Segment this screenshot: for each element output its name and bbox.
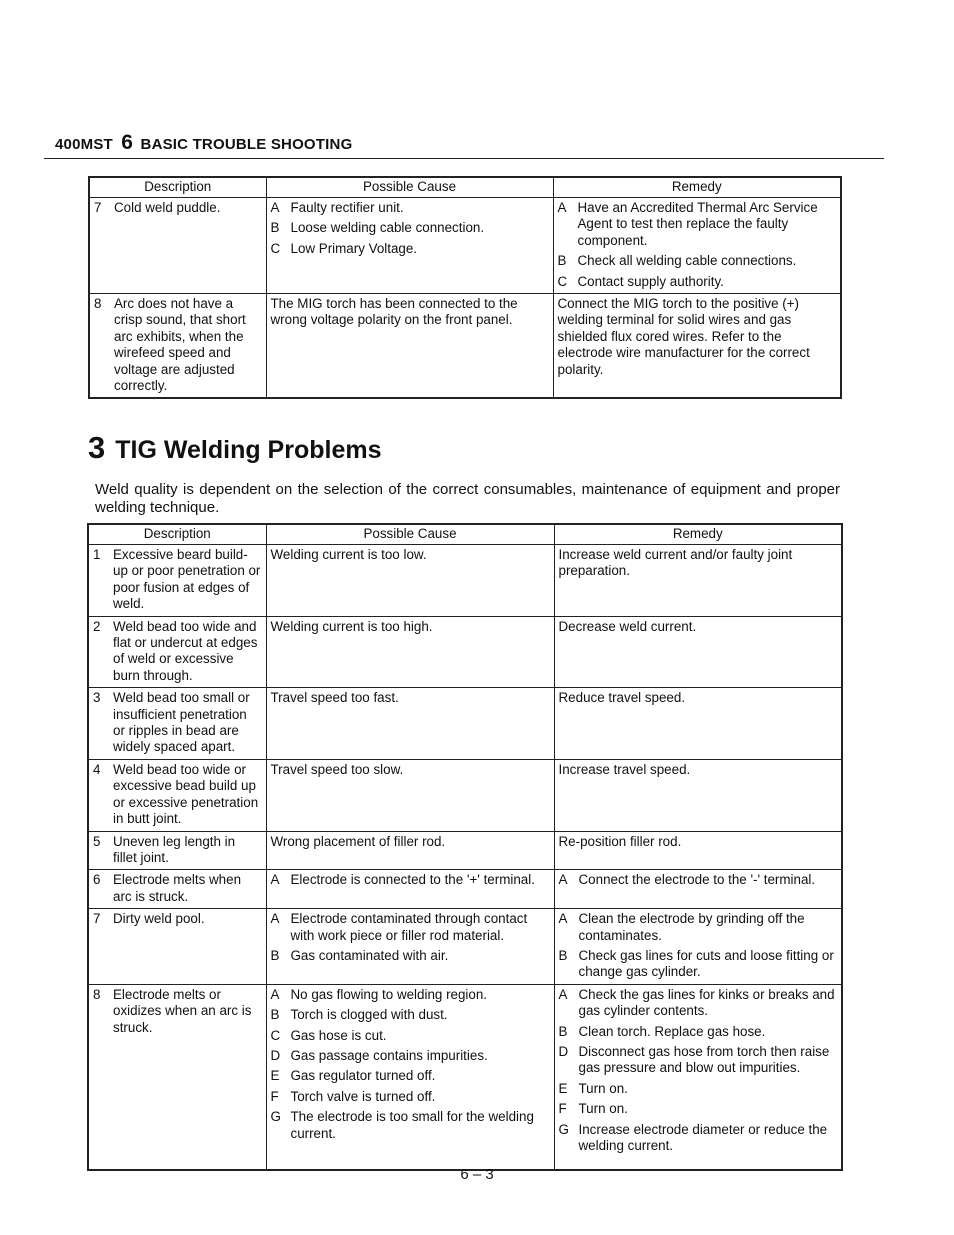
cause-cell	[266, 759, 554, 831]
table-row	[88, 909, 842, 985]
table-row	[88, 545, 842, 617]
item-letter: G	[270, 1109, 281, 1125]
item-text: Low Primary Voltage.	[290, 240, 418, 256]
cause-cell	[266, 545, 554, 617]
item-letter: A	[558, 872, 568, 888]
description-text: Weld bead too small or insufficient penetration or ripples in bead are widely spaced apart.	[113, 690, 250, 755]
cause-text: Welding current is too low.	[270, 547, 427, 562]
remedy-cell	[553, 198, 841, 294]
col-possible-cause: Possible Cause	[266, 524, 554, 545]
cause-text: Wrong placement of filler rod.	[270, 833, 446, 849]
cause-item	[271, 872, 550, 888]
description-text: Dirty weld pool.	[113, 911, 205, 927]
cause-item	[271, 1068, 550, 1084]
remedy-item	[559, 872, 838, 888]
description-text: Weld bead too wide and flat or undercut at edges of weld or excessive burn through.	[113, 618, 258, 683]
row-number: 6	[93, 872, 101, 888]
model-name: 400MST	[55, 136, 113, 153]
item-letter: C	[270, 240, 281, 256]
description-cell	[88, 909, 266, 985]
item-text: Increase electrode diameter or reduce the welding current.	[578, 1121, 828, 1153]
table-row	[88, 984, 842, 1170]
section-number: 3	[88, 430, 106, 465]
item-letter: D	[558, 1043, 569, 1059]
table-row	[89, 198, 841, 294]
item-text: The electrode is too small for the welding current.	[290, 1109, 534, 1141]
item-text: Check all welding cable connections.	[577, 253, 797, 269]
item-text: Clean the electrode by grinding off the contaminates.	[578, 911, 805, 943]
item-text: Electrode contaminated through contact with work piece or filler rod material.	[290, 911, 528, 943]
description-entry	[94, 200, 262, 216]
remedy-text: Increase weld current and/or faulty joint preparation.	[558, 547, 793, 579]
remedy-cell	[554, 870, 842, 909]
item-letter: A	[558, 986, 568, 1002]
table-row	[89, 294, 841, 399]
item-text: Gas passage contains impurities.	[290, 1047, 488, 1063]
remedy-item	[558, 200, 837, 249]
row-number: 4	[93, 761, 101, 777]
table-header-row	[89, 177, 841, 198]
item-text: Faulty rectifier unit.	[290, 200, 404, 215]
remedy-cell	[554, 831, 842, 870]
item-text: Turn on.	[578, 1101, 628, 1117]
row-number: 7	[93, 911, 101, 927]
mig-trouble-table	[88, 176, 842, 399]
cause-item	[271, 200, 549, 216]
description-entry	[93, 872, 262, 905]
remedy-cell	[553, 294, 841, 399]
table-row	[88, 870, 842, 909]
item-letter: G	[558, 1121, 569, 1137]
remedy-item	[558, 274, 837, 290]
remedy-item	[559, 948, 838, 981]
remedy-cell	[554, 909, 842, 985]
cause-item	[271, 241, 549, 257]
page-number: 6 – 3	[460, 1166, 494, 1183]
table-row	[88, 616, 842, 688]
item-letter: A	[557, 200, 567, 215]
description-cell	[88, 870, 266, 909]
remedy-item	[559, 1081, 838, 1097]
col-possible-cause: Possible Cause	[266, 177, 553, 198]
cause-cell	[266, 198, 553, 294]
cause-text: Welding current is too high.	[270, 618, 433, 634]
item-text: Loose welding cable connection.	[290, 220, 485, 236]
item-letter: D	[270, 1047, 281, 1063]
remedy-cell	[554, 984, 842, 1170]
cause-item	[271, 911, 550, 944]
remedy-cell	[554, 616, 842, 688]
table-row	[88, 831, 842, 870]
col-remedy: Remedy	[553, 177, 841, 198]
item-letter: B	[270, 220, 280, 236]
item-text: Have an Accredited Thermal Arc Service Agent to test then replace the faulty component.	[577, 200, 818, 248]
row-number: 3	[93, 690, 101, 706]
cause-cell	[266, 870, 554, 909]
description-cell	[88, 984, 266, 1170]
table-row	[88, 759, 842, 831]
section-intro: Weld quality is dependent on the selection of the correct consumables, maintenance of equipment and proper welding technique.	[95, 481, 840, 516]
item-letter: C	[557, 273, 568, 289]
cause-cell	[266, 909, 554, 985]
description-entry	[93, 547, 262, 613]
cause-item	[271, 1109, 550, 1142]
item-letter: F	[270, 1088, 279, 1104]
tig-trouble-table	[87, 523, 843, 1171]
item-text: Gas regulator turned off.	[290, 1068, 436, 1084]
cause-cell	[266, 831, 554, 870]
description-text: Excessive beard build-up or poor penetration or poor fusion at edges of weld.	[113, 547, 261, 612]
cause-item	[271, 1048, 550, 1064]
chapter-title: BASIC TROUBLE SHOOTING	[140, 136, 353, 153]
cause-cell	[266, 984, 554, 1170]
item-letter: A	[270, 986, 280, 1002]
item-text: Check gas lines for cuts and loose fitting or change gas cylinder.	[578, 947, 834, 980]
item-letter: B	[558, 947, 568, 963]
description-cell	[89, 294, 266, 399]
remedy-item	[559, 987, 838, 1020]
item-letter: C	[270, 1027, 281, 1043]
description-cell	[88, 688, 266, 760]
description-cell	[88, 545, 266, 617]
cause-cell	[266, 294, 553, 399]
remedy-item	[559, 911, 838, 944]
item-text: Gas hose is cut.	[290, 1027, 387, 1043]
item-text: Contact supply authority.	[577, 273, 724, 289]
remedy-cell	[554, 545, 842, 617]
row-number: 7	[94, 200, 102, 215]
item-letter: F	[558, 1101, 567, 1117]
item-text: Clean torch. Replace gas hose.	[578, 1023, 766, 1039]
table-row	[88, 688, 842, 760]
cause-item	[271, 1028, 550, 1044]
item-text: Disconnect gas hose from torch then raise gas pressure and blow out impurities.	[578, 1043, 830, 1076]
section-title: TIG Welding Problems	[115, 436, 382, 464]
remedy-item	[559, 1044, 838, 1077]
remedy-text: Re-position filler rod.	[558, 833, 682, 849]
row-number: 8	[94, 296, 102, 312]
remedy-cell	[554, 759, 842, 831]
remedy-text: Connect the MIG torch to the positive (+) welding terminal for solid wires and gas shielded flux cored wires. Refer to the electrode wire manufacturer for the correct polarity.	[557, 296, 810, 377]
item-letter: B	[558, 1023, 568, 1039]
remedy-cell	[554, 688, 842, 760]
description-entry	[93, 987, 262, 1036]
item-letter: E	[270, 1068, 280, 1084]
cause-cell	[266, 688, 554, 760]
description-text: Electrode melts when arc is struck.	[113, 872, 242, 904]
item-text: Gas contaminated with air.	[290, 947, 449, 963]
header-rule	[44, 158, 884, 159]
description-entry	[93, 690, 262, 756]
row-number: 1	[93, 547, 101, 562]
item-text: Turn on.	[578, 1080, 628, 1096]
remedy-item	[559, 1101, 838, 1117]
description-cell	[88, 759, 266, 831]
description-text: Uneven leg length in fillet joint.	[113, 833, 236, 865]
item-letter: E	[558, 1080, 568, 1096]
table-header-row	[88, 524, 842, 545]
page-header	[55, 131, 352, 155]
col-remedy: Remedy	[554, 524, 842, 545]
description-text: Cold weld puddle.	[114, 200, 221, 215]
description-text: Arc does not have a crisp sound, that short arc exhibits, when the wirefeed speed and voltage are adjusted correctly.	[114, 296, 246, 394]
row-number: 2	[93, 618, 101, 634]
remedy-item	[558, 253, 837, 269]
item-text: Electrode is connected to the '+' terminal.	[290, 872, 535, 888]
item-letter: B	[270, 947, 280, 963]
description-entry	[93, 762, 262, 828]
description-cell	[88, 616, 266, 688]
chapter-number: 6	[121, 131, 134, 154]
cause-text: Travel speed too slow.	[270, 761, 404, 777]
item-letter: A	[270, 872, 280, 888]
description-text: Electrode melts or oxidizes when an arc is struck.	[113, 986, 252, 1035]
description-entry	[93, 834, 262, 867]
cause-item	[271, 1007, 550, 1023]
item-letter: B	[270, 1007, 280, 1023]
description-text: Weld bead too wide or excessive bead build up or excessive penetration in butt joint.	[113, 761, 259, 827]
item-text: Torch is clogged with dust.	[290, 1007, 448, 1023]
remedy-text: Reduce travel speed.	[558, 690, 686, 706]
cause-text: Travel speed too fast.	[270, 690, 399, 706]
cause-item	[271, 1089, 550, 1105]
item-letter: B	[557, 253, 567, 269]
col-description: Description	[88, 524, 266, 545]
cause-text: The MIG torch has been connected to the wrong voltage polarity on the front panel.	[270, 296, 518, 328]
remedy-text: Decrease weld current.	[558, 618, 697, 634]
cause-item	[271, 948, 550, 964]
item-text: No gas flowing to welding region.	[290, 986, 488, 1002]
row-number: 8	[93, 986, 101, 1002]
item-letter: A	[558, 911, 568, 927]
cause-item	[271, 987, 550, 1003]
remedy-item	[559, 1122, 838, 1155]
description-entry	[94, 296, 262, 394]
description-cell	[88, 831, 266, 870]
cause-cell	[266, 616, 554, 688]
item-letter: A	[270, 200, 280, 215]
col-description: Description	[89, 177, 266, 198]
row-number: 5	[93, 833, 101, 849]
remedy-item	[559, 1024, 838, 1040]
cause-item	[271, 220, 549, 236]
remedy-text: Increase travel speed.	[558, 761, 691, 777]
item-text: Check the gas lines for kinks or breaks and gas cylinder contents.	[578, 986, 835, 1019]
item-letter: A	[270, 911, 280, 927]
item-text: Connect the electrode to the '-' terminal.	[578, 872, 816, 888]
item-text: Torch valve is turned off.	[290, 1088, 436, 1104]
description-entry	[93, 619, 262, 685]
section-heading	[88, 430, 382, 466]
description-entry	[93, 911, 262, 927]
description-cell	[89, 198, 266, 294]
